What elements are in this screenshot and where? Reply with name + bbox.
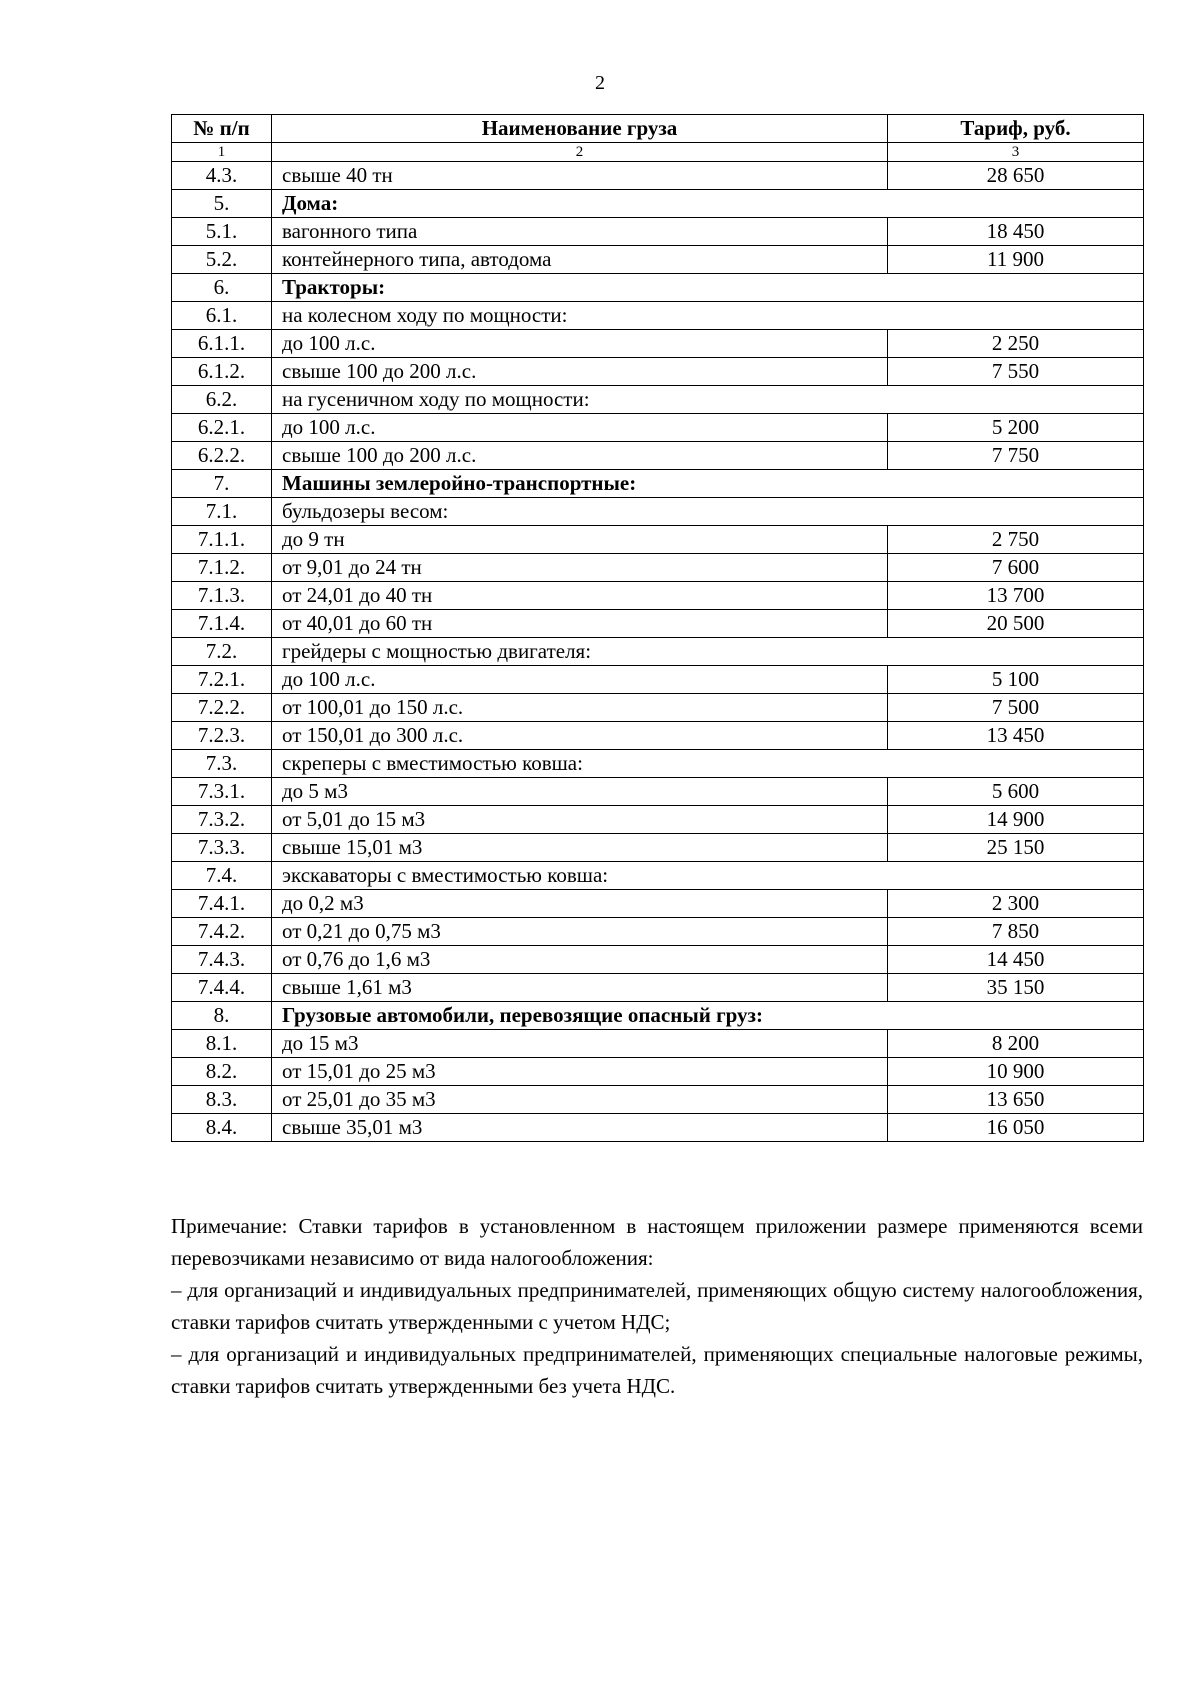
column-number: 2: [272, 143, 888, 162]
tariff-value: 20 500: [888, 610, 1144, 638]
table-row: [172, 638, 1144, 666]
tariff-value: 16 050: [888, 1114, 1144, 1142]
row-number: 7.1.4.: [172, 610, 272, 638]
row-number: 6.2.: [172, 386, 272, 414]
section-title: Грузовые автомобили, перевозящие опасный груз:: [272, 1002, 1144, 1030]
cargo-name: свыше 40 тн: [272, 162, 888, 190]
cargo-name: от 24,01 до 40 тн: [272, 582, 888, 610]
tariff-value: 5 100: [888, 666, 1144, 694]
row-number: 6.: [172, 274, 272, 302]
table-row: [172, 806, 1144, 834]
row-number: 7.3.2.: [172, 806, 272, 834]
row-number: 5.2.: [172, 246, 272, 274]
table-row: [172, 414, 1144, 442]
table-row: [172, 246, 1144, 274]
row-number: 7.1.1.: [172, 526, 272, 554]
table-row: [172, 862, 1144, 890]
tariff-table: [171, 114, 1144, 1142]
row-number: 8.: [172, 1002, 272, 1030]
row-number: 8.4.: [172, 1114, 272, 1142]
section-title: Тракторы:: [272, 274, 1144, 302]
tariff-value: 7 500: [888, 694, 1144, 722]
cargo-name: от 100,01 до 150 л.с.: [272, 694, 888, 722]
table-row: [172, 750, 1144, 778]
row-number: 7.1.3.: [172, 582, 272, 610]
tariff-value: 7 550: [888, 358, 1144, 386]
table-row: [172, 1114, 1144, 1142]
cargo-name: свыше 35,01 м3: [272, 1114, 888, 1142]
cargo-name: от 40,01 до 60 тн: [272, 610, 888, 638]
cargo-name: экскаваторы с вместимостью ковша:: [272, 862, 1144, 890]
cargo-name: свыше 1,61 м3: [272, 974, 888, 1002]
table-row: [172, 1058, 1144, 1086]
cargo-name: на колесном ходу по мощности:: [272, 302, 1144, 330]
section-title: Машины землеройно-транспортные:: [272, 470, 1144, 498]
cargo-name: до 100 л.с.: [272, 666, 888, 694]
row-number: 6.2.1.: [172, 414, 272, 442]
cargo-name: скреперы с вместимостью ковша:: [272, 750, 1144, 778]
cargo-name: свыше 100 до 200 л.с.: [272, 442, 888, 470]
cargo-name: грейдеры с мощностью двигателя:: [272, 638, 1144, 666]
table-row: [172, 470, 1144, 498]
tariff-value: 2 300: [888, 890, 1144, 918]
table-row: [172, 218, 1144, 246]
tariff-value: 5 600: [888, 778, 1144, 806]
table-row: [172, 918, 1144, 946]
table-row: [172, 946, 1144, 974]
tariff-value: 7 850: [888, 918, 1144, 946]
table-row: [172, 526, 1144, 554]
table-body: [172, 162, 1144, 1142]
tariff-value: 2 250: [888, 330, 1144, 358]
table-row: [172, 722, 1144, 750]
cargo-name: от 150,01 до 300 л.с.: [272, 722, 888, 750]
row-number: 7.3.1.: [172, 778, 272, 806]
row-number: 8.1.: [172, 1030, 272, 1058]
row-number: 7.4.2.: [172, 918, 272, 946]
row-number: 7.3.: [172, 750, 272, 778]
tariff-value: 28 650: [888, 162, 1144, 190]
section-title: Дома:: [272, 190, 1144, 218]
table-row: [172, 386, 1144, 414]
cargo-name: до 15 м3: [272, 1030, 888, 1058]
tariff-value: 10 900: [888, 1058, 1144, 1086]
row-number: 5.1.: [172, 218, 272, 246]
cargo-name: от 0,76 до 1,6 м3: [272, 946, 888, 974]
row-number: 7.2.: [172, 638, 272, 666]
row-number: 6.1.2.: [172, 358, 272, 386]
table-row: [172, 302, 1144, 330]
row-number: 7.2.1.: [172, 666, 272, 694]
table-row: [172, 554, 1144, 582]
row-number: 7.4.3.: [172, 946, 272, 974]
tariff-value: 8 200: [888, 1030, 1144, 1058]
column-number: 3: [888, 143, 1144, 162]
tariff-value: 11 900: [888, 246, 1144, 274]
tariff-value: 7 750: [888, 442, 1144, 470]
cargo-name: от 5,01 до 15 м3: [272, 806, 888, 834]
tariff-value: 7 600: [888, 554, 1144, 582]
column-number-row: [172, 143, 1144, 162]
tariff-value: 13 700: [888, 582, 1144, 610]
row-number: 7.2.3.: [172, 722, 272, 750]
table-row: [172, 162, 1144, 190]
row-number: 8.3.: [172, 1086, 272, 1114]
table-row: [172, 666, 1144, 694]
table-row: [172, 1086, 1144, 1114]
row-number: 8.2.: [172, 1058, 272, 1086]
table-row: [172, 358, 1144, 386]
table-row: [172, 974, 1144, 1002]
table-row: [172, 834, 1144, 862]
note: [171, 1210, 1143, 1402]
cargo-name: контейнерного типа, автодома: [272, 246, 888, 274]
cargo-name: до 100 л.с.: [272, 414, 888, 442]
cargo-name: от 25,01 до 35 м3: [272, 1086, 888, 1114]
row-number: 7.2.2.: [172, 694, 272, 722]
table-row: [172, 498, 1144, 526]
tariff-value: 13 450: [888, 722, 1144, 750]
tariff-value: 18 450: [888, 218, 1144, 246]
row-number: 5.: [172, 190, 272, 218]
cargo-name: от 15,01 до 25 м3: [272, 1058, 888, 1086]
row-number: 7.3.3.: [172, 834, 272, 862]
cargo-name: свыше 15,01 м3: [272, 834, 888, 862]
row-number: 7.4.1.: [172, 890, 272, 918]
cargo-name: до 0,2 м3: [272, 890, 888, 918]
row-number: 6.1.1.: [172, 330, 272, 358]
cargo-name: на гусеничном ходу по мощности:: [272, 386, 1144, 414]
cargo-name: до 9 тн: [272, 526, 888, 554]
row-number: 6.1.: [172, 302, 272, 330]
tariff-value: 14 900: [888, 806, 1144, 834]
table-row: [172, 582, 1144, 610]
row-number: 7.4.4.: [172, 974, 272, 1002]
cargo-name: бульдозеры весом:: [272, 498, 1144, 526]
tariff-value: 2 750: [888, 526, 1144, 554]
row-number: 6.2.2.: [172, 442, 272, 470]
row-number: 7.1.: [172, 498, 272, 526]
page-number: 2: [595, 72, 605, 94]
tariff-value: 13 650: [888, 1086, 1144, 1114]
table-header-row: [172, 115, 1144, 143]
table-row: [172, 442, 1144, 470]
table-row: [172, 610, 1144, 638]
table-row: [172, 1030, 1144, 1058]
cargo-name: от 0,21 до 0,75 м3: [272, 918, 888, 946]
header-tariff: Тариф, руб.: [888, 115, 1144, 143]
table-row: [172, 890, 1144, 918]
note-paragraph: Примечание: Ставки тарифов в установленном в настоящем приложении размере применяются всеми перевозчиками независимо от вида налогообложения:: [171, 1214, 1143, 1270]
cargo-name: до 5 м3: [272, 778, 888, 806]
row-number: 7.: [172, 470, 272, 498]
tariff-value: 5 200: [888, 414, 1144, 442]
note-paragraph: – для организаций и индивидуальных предпринимателей, применяющих общую систему налогообложения, ставки тарифов считать утвержденными с учетом НДС;: [171, 1278, 1143, 1334]
table-row: [172, 694, 1144, 722]
column-number: 1: [172, 143, 272, 162]
cargo-name: свыше 100 до 200 л.с.: [272, 358, 888, 386]
table-row: [172, 1002, 1144, 1030]
note-paragraph: – для организаций и индивидуальных предпринимателей, применяющих специальные налоговые режимы, ставки тарифов считать утвержденными без учета НДС.: [171, 1342, 1143, 1398]
cargo-name: от 9,01 до 24 тн: [272, 554, 888, 582]
header-number: № п/п: [172, 115, 272, 143]
tariff-value: 35 150: [888, 974, 1144, 1002]
row-number: 7.4.: [172, 862, 272, 890]
cargo-name: вагонного типа: [272, 218, 888, 246]
table-row: [172, 274, 1144, 302]
tariff-value: 14 450: [888, 946, 1144, 974]
table-row: [172, 778, 1144, 806]
row-number: 4.3.: [172, 162, 272, 190]
header-cargo-name: Наименование груза: [272, 115, 888, 143]
table-row: [172, 330, 1144, 358]
row-number: 7.1.2.: [172, 554, 272, 582]
table-row: [172, 190, 1144, 218]
cargo-name: до 100 л.с.: [272, 330, 888, 358]
tariff-value: 25 150: [888, 834, 1144, 862]
